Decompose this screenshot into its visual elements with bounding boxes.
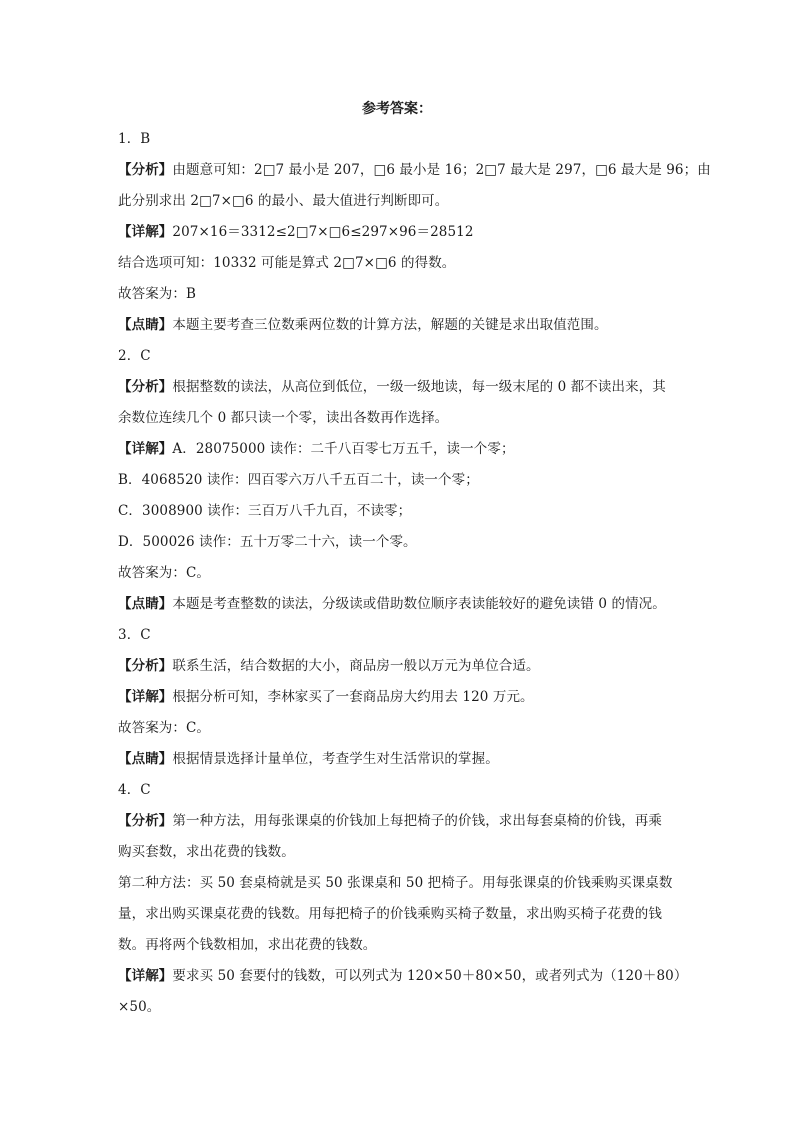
line-text: 联系生活，结合数据的大小，商品房一般以万元为单位合适。: [172, 658, 540, 674]
line-text: 2．C: [118, 348, 151, 364]
text-line: [118, 403, 678, 434]
text-line: [118, 589, 678, 620]
line-text: 故答案为：C。: [118, 720, 211, 736]
line-text: 根据分析可知，李林家买了一套商品房大约用去 120 万元。: [172, 689, 534, 705]
line-text: D．500026 读作：五十万零二十六，读一个零。: [118, 534, 417, 550]
text-line: [118, 775, 678, 806]
text-line: [118, 837, 678, 868]
section-tag: 【分析】: [118, 162, 173, 178]
line-text: 1．B: [118, 131, 151, 147]
section-tag: 【点睛】: [118, 751, 173, 767]
text-line: [118, 527, 678, 558]
text-line: [118, 651, 678, 682]
line-text: 第一种方法，用每张课桌的价钱加上每把椅子的价钱，求出每套桌椅的价钱，再乘: [172, 813, 663, 829]
line-text: 由题意可知：2□7 最小是 207，□6 最小是 16；2□7 最大是 297，□6 最大是 96；由: [172, 162, 711, 178]
text-line: [118, 930, 678, 961]
line-text: 故答案为：C。: [118, 565, 211, 581]
text-line: [118, 372, 678, 403]
text-line: [118, 682, 678, 713]
line-text: 故答案为：B: [118, 286, 197, 302]
text-line: [118, 620, 678, 651]
text-line: [118, 806, 678, 837]
line-text: 量，求出购买课桌花费的钱数。用每把椅子的价钱乘购买椅子数量，求出购买椅子花费的钱: [118, 906, 662, 922]
line-text: 207×16＝3312≤2□7×□6≤297×96＝28512: [172, 224, 474, 240]
line-text: C．3008900 读作：三百万八千九百，不读零；: [118, 503, 412, 519]
text-line: [118, 155, 711, 186]
line-text: 结合选项可知：10332 可能是算式 2□7×□6 的得数。: [118, 255, 456, 271]
line-text: 余数位连续几个 0 都只读一个零，读出各数再作选择。: [118, 410, 449, 426]
text-line: [118, 496, 678, 527]
text-line: [118, 310, 678, 341]
text-line: [118, 899, 678, 930]
text-line: [118, 558, 678, 589]
text-line: [118, 744, 678, 775]
text-line: [118, 961, 688, 992]
line-text: 本题主要考查三位数乘两位数的计算方法，解题的关键是求出取值范围。: [172, 317, 608, 333]
section-tag: 【详解】: [118, 224, 173, 240]
section-tag: 【点睛】: [118, 317, 173, 333]
text-line: [118, 279, 678, 310]
line-text: 4．C: [118, 782, 151, 798]
line-text: A．28075000 读作：二千八百零七万五千，读一个零；: [172, 441, 515, 457]
text-line: [118, 868, 678, 899]
text-line: [118, 186, 678, 217]
text-line: [118, 713, 678, 744]
section-tag: 【点睛】: [118, 596, 173, 612]
section-tag: 【分析】: [118, 658, 173, 674]
line-text: 第二种方法：买 50 套桌椅就是买 50 张课桌和 50 把椅子。用每张课桌的价钱乘购买课桌数: [118, 875, 673, 891]
text-line: [118, 434, 678, 465]
text-line: [118, 341, 678, 372]
line-text: ×50。: [118, 999, 161, 1015]
line-text: 数。再将两个钱数相加，求出花费的钱数。: [118, 937, 377, 953]
text-line: [118, 248, 678, 279]
section-tag: 【详解】: [118, 441, 173, 457]
answer-key-title: 参考答案：: [362, 101, 432, 117]
line-text: 根据整数的读法，从高位到低位，一级一级地读，每一级末尾的 0 都不读出来，其: [172, 379, 666, 395]
line-text: 购买套数，求出花费的钱数。: [118, 844, 295, 860]
line-text: 3．C: [118, 627, 151, 643]
line-text: 本题是考查整数的读法，分级读或借助数位顺序表读能较好的避免读错 0 的情况。: [172, 596, 666, 612]
section-tag: 【详解】: [118, 968, 173, 984]
section-tag: 【详解】: [118, 689, 173, 705]
text-line: [118, 124, 678, 155]
section-tag: 【分析】: [118, 813, 173, 829]
line-text: B．4068520 读作：四百零六万八千五百二十，读一个零；: [118, 472, 479, 488]
line-text: 要求买 50 套要付的钱数，可以列式为 120×50＋80×50，或者列式为（120＋80）: [172, 968, 688, 984]
text-line: [118, 217, 678, 248]
answer-content: [118, 124, 711, 1023]
text-line: [118, 992, 678, 1023]
text-line: [118, 465, 678, 496]
section-tag: 【分析】: [118, 379, 173, 395]
line-text: 根据情景选择计量单位，考查学生对生活常识的掌握。: [172, 751, 499, 767]
line-text: 此分别求出 2□7×□6 的最小、最大值进行判断即可。: [118, 193, 449, 209]
